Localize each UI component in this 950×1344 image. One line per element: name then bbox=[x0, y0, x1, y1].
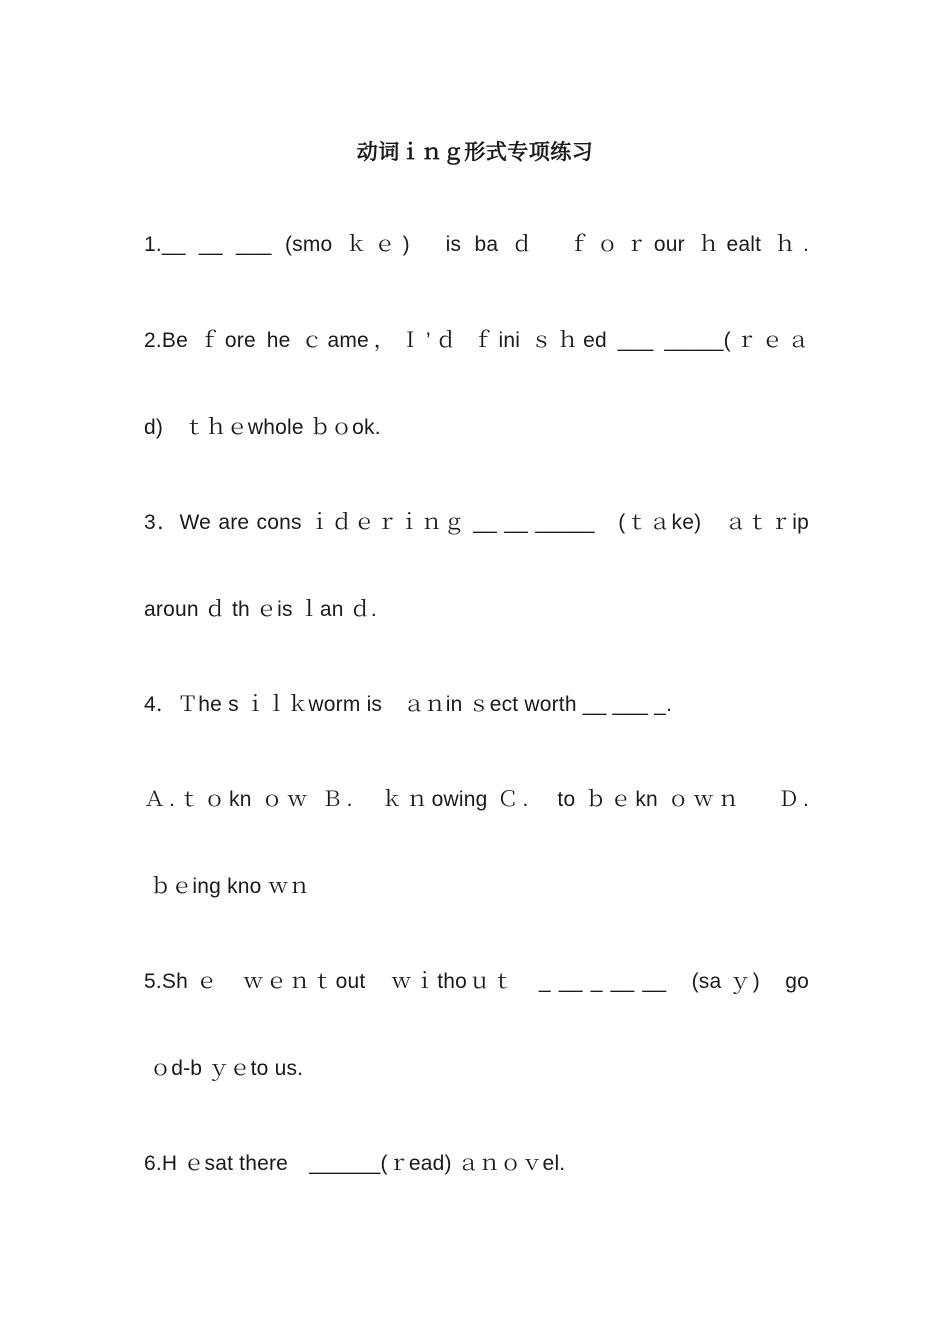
question-4-options: Ａ.ｔｏkn ｏｗ Ｂ. ｋｎowing Ｃ. to ｂｅkn ｏｗｎ Ｄ. bbox=[144, 788, 809, 811]
question-6: 6.H ｅsat there ______(ｒead) ａｎｏｖel. bbox=[144, 1152, 566, 1175]
question-5: 5.Sh ｅ ｗｅｎｔout ｗｉthoｕｔ _ __ _ __ __ (sa ｙ) go bbox=[144, 970, 809, 993]
page-title: 动词ｉｎｇ形式专项练习 bbox=[356, 140, 594, 164]
question-3: 3．We are cons ｉｄｅｒｉｎｇ __ __ _____ (ｔａke) ａｔｒip bbox=[144, 511, 809, 534]
question-2-continued: d) ｔｈｅwhole ｂｏok. bbox=[144, 416, 381, 439]
question-1: 1.__ __ ___ (smo ｋｅ) is ba ｄ ｆｏｒour ｈealt ｈ. bbox=[144, 233, 809, 256]
question-2: 2.Be ｆore he ｃame，Ｉ’ｄ ｆini ｓｈed ___ _____(ｒｅａ bbox=[144, 329, 809, 352]
question-4-option-d: ｂｅing kno ｗｎ bbox=[144, 875, 310, 898]
question-4: 4．Ｔhe s ｉｌｋworm is ａｎin ｓect worth __ ___ _. bbox=[144, 693, 673, 716]
question-5-continued: ｏd-b ｙｅto us. bbox=[144, 1057, 304, 1080]
question-3-continued: aroun ｄ th ｅis ｌan ｄ. bbox=[144, 598, 377, 621]
